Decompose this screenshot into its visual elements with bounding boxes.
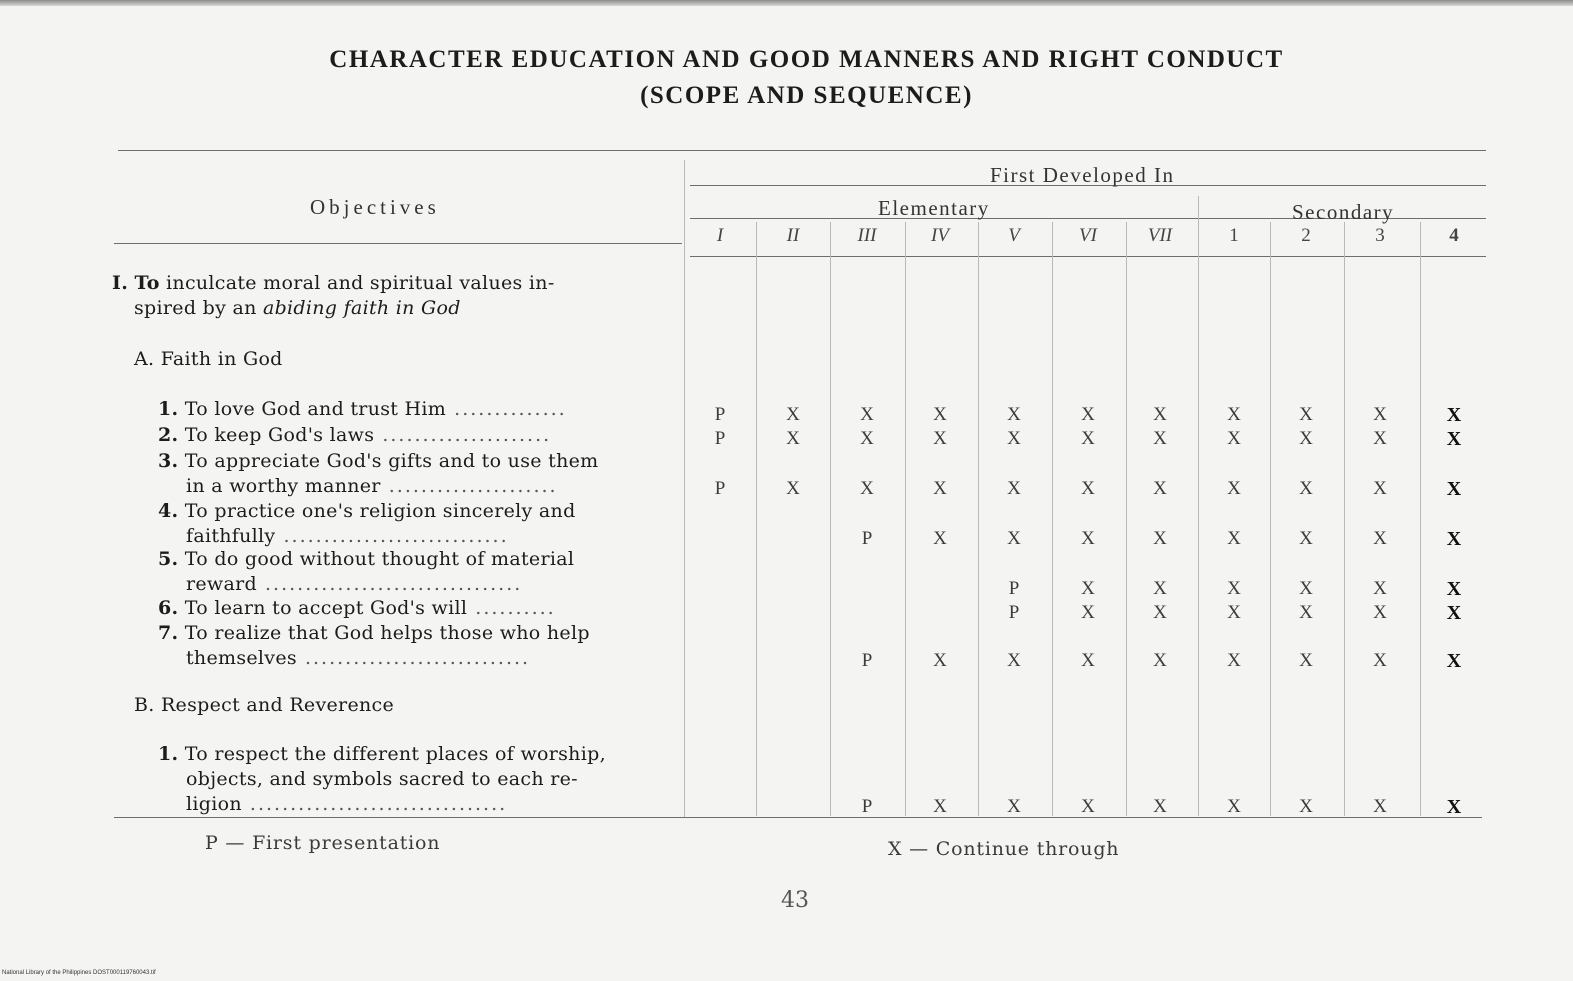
items_A-item-7-mark-col-7: X [1153, 650, 1167, 671]
items_A-item-5-line-2: reward ................................ [186, 573, 523, 595]
items_A-item-2-mark-col-6: X [1081, 428, 1095, 449]
items_A-item-1-mark-col-4: X [933, 404, 947, 425]
items_A-item-1-mark-col-6: X [1081, 404, 1095, 425]
items_A-item-3-line-1: 3. To appreciate God's gifts and to use them [158, 450, 599, 472]
leader-dots: ..................... [374, 424, 552, 446]
items_A-item-5-mark-col-7: X [1153, 578, 1167, 599]
items_A-item-4-mark-col-9: X [1299, 528, 1313, 549]
items_A-item-7-mark-col-3: P [861, 650, 873, 671]
items_A-item-4-line-2: faithfully ............................ [186, 525, 509, 547]
column-divider-2 [830, 222, 831, 816]
items_A-item-6-mark-col-11: X [1446, 602, 1462, 624]
items_A-item-2-mark-col-3: X [860, 428, 874, 449]
column-header-5: V [1008, 225, 1020, 246]
column-header-7: VII [1147, 225, 1173, 246]
items_A-item-4-mark-col-11: X [1446, 528, 1462, 550]
items_B-item-1-mark-col-4: X [933, 796, 947, 817]
items_B-item-1-mark-col-3: P [861, 796, 873, 817]
items_A-item-1-mark-col-1: P [714, 404, 726, 425]
items_A-item-3-mark-col-5: X [1007, 478, 1021, 499]
items_A-item-5-mark-col-10: X [1373, 578, 1387, 599]
items_A-item-6-mark-col-7: X [1153, 602, 1167, 623]
items_A-item-7-mark-col-9: X [1299, 650, 1313, 671]
items_A-item-6-mark-col-10: X [1373, 602, 1387, 623]
items_B-item-1-line-2: objects, and symbols sacred to each re- [186, 768, 578, 790]
items_A-item-7-mark-col-6: X [1081, 650, 1095, 671]
items_A-item-5-line-1: 5. To do good without thought of material [158, 548, 575, 570]
column-rule [690, 256, 1486, 257]
legend-x: X — Continue through [888, 838, 1120, 860]
leader-dots: ................................ [256, 573, 523, 595]
items_A-item-5-mark-col-8: X [1227, 578, 1241, 599]
items_A-item-3-mark-col-7: X [1153, 478, 1167, 499]
table-bottom-rule [114, 817, 1482, 818]
elementary-secondary-divider [1198, 196, 1199, 816]
items_A-item-2-mark-col-1: P [714, 428, 726, 449]
page-number: 43 [781, 888, 809, 913]
items_A-item-2-mark-col-9: X [1299, 428, 1313, 449]
section-i-line2: spired by an abiding faith in God [134, 297, 461, 319]
section-a-heading: A. Faith in God [134, 348, 283, 370]
items_A-item-1-mark-col-8: X [1227, 404, 1241, 425]
page-title: CHARACTER EDUCATION AND GOOD MANNERS AND RIGHT CONDUCT [329, 46, 1284, 73]
items_A-item-2-line-1: 2. To keep God's laws ..................... [158, 424, 552, 446]
items_A-item-3-mark-col-11: X [1446, 478, 1462, 500]
column-header-6: VI [1079, 225, 1097, 246]
items_A-item-5-mark-col-11: X [1446, 578, 1462, 600]
column-divider-7 [1270, 222, 1271, 816]
items_B-item-1-line-3: ligion ................................ [186, 793, 508, 815]
objectives-header: Objectives [310, 195, 440, 219]
items_A-item-4-line-1: 4. To practice one's religion sincerely and [158, 500, 576, 522]
items_A-item-6-mark-col-9: X [1299, 602, 1313, 623]
column-header-4: IV [931, 225, 949, 246]
items_A-item-2-mark-col-10: X [1373, 428, 1387, 449]
column-divider-3 [905, 222, 906, 816]
leader-dots: ................................ [241, 793, 508, 815]
section-i-line1: I. To inculcate moral and spiritual values in- [112, 272, 555, 294]
items_A-item-3-mark-col-3: X [860, 478, 874, 499]
items_A-item-2-mark-col-2: X [786, 428, 800, 449]
items_A-item-1-mark-col-9: X [1299, 404, 1313, 425]
items_A-item-6-mark-col-5: P [1008, 602, 1020, 623]
objectives-rule [114, 243, 682, 244]
column-header-3: III [857, 225, 877, 246]
leader-dots: .............. [446, 398, 567, 420]
items_A-item-7-mark-col-11: X [1446, 650, 1462, 672]
items_A-item-1-mark-col-11: X [1446, 404, 1462, 426]
items_B-item-1-mark-col-11: X [1446, 796, 1462, 818]
items_A-item-7-mark-col-8: X [1227, 650, 1241, 671]
items_A-item-5-mark-col-6: X [1081, 578, 1095, 599]
items_A-item-2-mark-col-7: X [1153, 428, 1167, 449]
leader-dots: ............................ [275, 525, 509, 547]
items_A-item-3-mark-col-10: X [1373, 478, 1387, 499]
items_A-item-3-mark-col-4: X [933, 478, 947, 499]
items_A-item-2-mark-col-4: X [933, 428, 947, 449]
items_B-item-1-line-1: 1. To respect the different places of worship, [158, 743, 606, 765]
column-header-1: I [716, 225, 724, 246]
items_A-item-1-mark-col-3: X [860, 404, 874, 425]
objectives-divider [684, 160, 685, 817]
column-header-8: 1 [1229, 225, 1239, 246]
items_A-item-1-mark-col-2: X [786, 404, 800, 425]
section-b-heading: B. Respect and Reverence [134, 694, 395, 716]
items_A-item-3-mark-col-6: X [1081, 478, 1095, 499]
items_A-item-1-line-1: 1. To love God and trust Him .............. [158, 398, 567, 420]
items_A-item-4-mark-col-3: P [861, 528, 873, 549]
table-top-rule [118, 150, 1486, 151]
leader-dots: ............................ [296, 647, 531, 669]
items_A-item-4-mark-col-10: X [1373, 528, 1387, 549]
legend-p: P — First presentation [205, 832, 441, 854]
items_A-item-2-mark-col-5: X [1007, 428, 1021, 449]
items_A-item-7-line-1: 7. To realize that God helps those who help [158, 622, 590, 644]
items_B-item-1-mark-col-6: X [1081, 796, 1095, 817]
page-subtitle: (SCOPE AND SEQUENCE) [640, 82, 973, 109]
items_A-item-1-mark-col-5: X [1007, 404, 1021, 425]
items_A-item-3-mark-col-9: X [1299, 478, 1313, 499]
scan-footer: National Library of the Philippines DOST000119760043.tif [2, 970, 156, 976]
items_A-item-4-mark-col-5: X [1007, 528, 1021, 549]
column-header-9: 2 [1301, 225, 1311, 246]
column-divider-1 [756, 222, 757, 816]
items_A-item-2-mark-col-8: X [1227, 428, 1241, 449]
items_A-item-4-mark-col-7: X [1153, 528, 1167, 549]
items_A-item-3-mark-col-1: P [714, 478, 726, 499]
column-divider-8 [1344, 222, 1345, 816]
items_A-item-4-mark-col-4: X [933, 528, 947, 549]
items_A-item-1-mark-col-10: X [1373, 404, 1387, 425]
items_A-item-7-mark-col-5: X [1007, 650, 1021, 671]
column-header-2: II [786, 225, 800, 246]
first-developed-header: First Developed In [990, 163, 1175, 187]
secondary-header: Secondary [1292, 200, 1395, 224]
items_A-item-3-mark-col-2: X [786, 478, 800, 499]
items_A-item-6-mark-col-6: X [1081, 602, 1095, 623]
items_B-item-1-mark-col-8: X [1227, 796, 1241, 817]
items_A-item-7-mark-col-4: X [933, 650, 947, 671]
column-divider-6 [1126, 222, 1127, 816]
items_A-item-7-line-2: themselves ............................ [186, 647, 531, 669]
items_A-item-3-mark-col-8: X [1227, 478, 1241, 499]
column-header-11: 4 [1449, 225, 1459, 246]
items_A-item-6-line-1: 6. To learn to accept God's will .......... [158, 597, 556, 619]
column-divider-9 [1420, 222, 1421, 816]
leader-dots: .......... [467, 597, 556, 619]
elementary-header: Elementary [878, 196, 990, 220]
column-divider-5 [1052, 222, 1053, 816]
items_B-item-1-mark-col-7: X [1153, 796, 1167, 817]
items_A-item-5-mark-col-5: P [1008, 578, 1020, 599]
items_A-item-1-mark-col-7: X [1153, 404, 1167, 425]
items_A-item-2-mark-col-11: X [1446, 428, 1462, 450]
column-divider-4 [978, 222, 979, 816]
items_A-item-3-line-2: in a worthy manner ..................... [186, 475, 558, 497]
items_A-item-5-mark-col-9: X [1299, 578, 1313, 599]
items_B-item-1-mark-col-9: X [1299, 796, 1313, 817]
items_A-item-4-mark-col-6: X [1081, 528, 1095, 549]
items_A-item-7-mark-col-10: X [1373, 650, 1387, 671]
column-header-10: 3 [1375, 225, 1385, 246]
scan-edge [0, 0, 1573, 6]
items_A-item-6-mark-col-8: X [1227, 602, 1241, 623]
items_B-item-1-mark-col-5: X [1007, 796, 1021, 817]
leader-dots: ..................... [380, 475, 558, 497]
items_B-item-1-mark-col-10: X [1373, 796, 1387, 817]
items_A-item-4-mark-col-8: X [1227, 528, 1241, 549]
